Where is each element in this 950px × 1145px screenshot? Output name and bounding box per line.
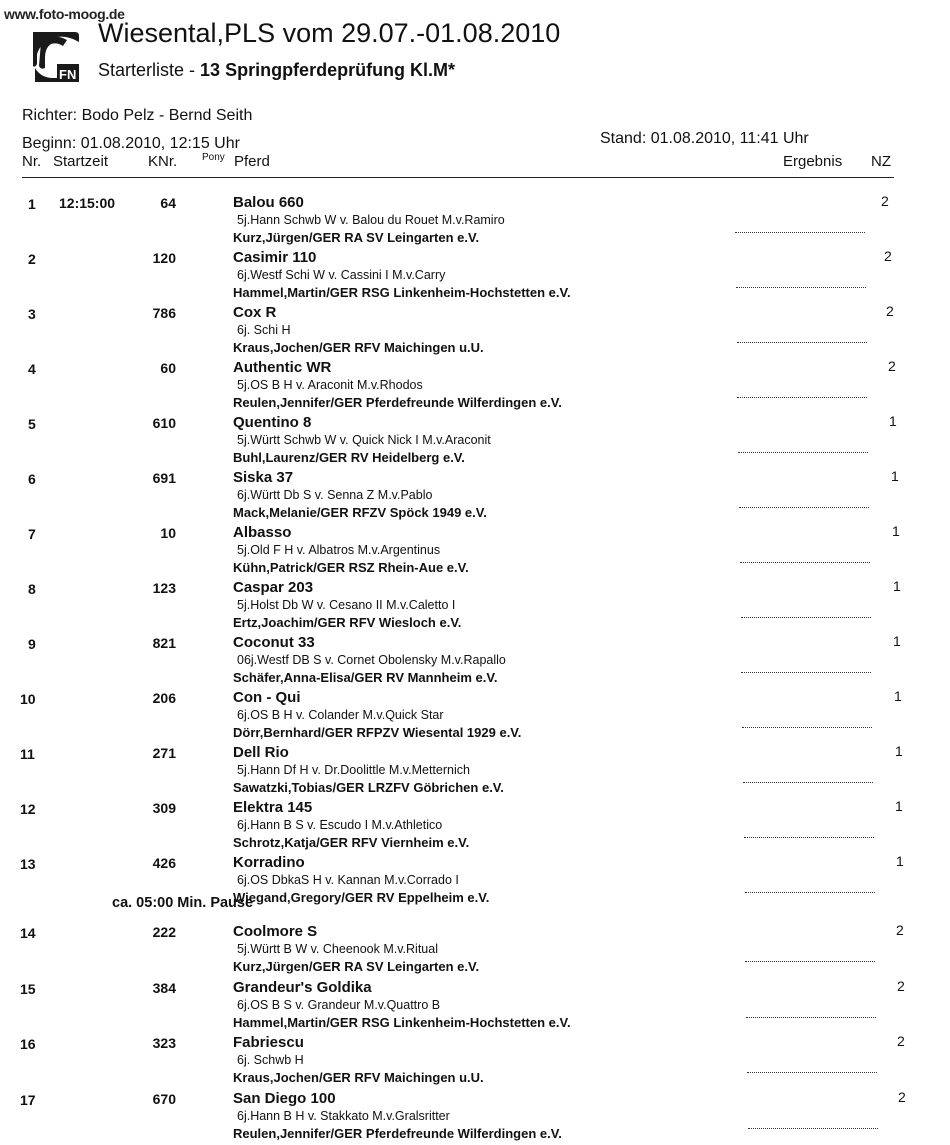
rider-club: Kurz,Jürgen/GER RA SV Leingarten e.V. (233, 230, 480, 245)
nz-value: 1 (891, 468, 899, 484)
header-rule (22, 177, 894, 178)
starter-nr: 12 (20, 801, 36, 817)
result-field (746, 1017, 876, 1018)
knr: 691 (152, 470, 176, 486)
starter-row (0, 1026, 950, 1085)
horse-info: 6j. Schwb H (237, 1053, 304, 1067)
horse-info: 6j.OS B H v. Colander M.v.Quick Star (237, 708, 444, 722)
knr: 384 (152, 979, 176, 996)
subtitle (98, 60, 455, 81)
horse-name: Fabriescu (233, 1034, 304, 1051)
starter-row (0, 736, 950, 795)
result-field (745, 892, 875, 893)
start-time: 12:15:00 (59, 195, 116, 211)
starter-nr: 9 (28, 636, 36, 652)
horse-name: Con - Qui (233, 689, 301, 706)
result-field (736, 287, 866, 288)
svg-text:FN: FN (59, 67, 77, 82)
horse-info: 6j.Westf Schi W v. Cassini I M.v.Carry (237, 268, 446, 282)
nz-value: 2 (888, 358, 896, 374)
header-startzeit: Startzeit (53, 153, 109, 170)
knr: 123 (152, 580, 176, 596)
knr: 670 (152, 1090, 176, 1107)
result-field (745, 961, 875, 962)
knr: 60 (160, 360, 176, 376)
rider-club: Ertz,Joachim/GER RFV Wiesloch e.V. (233, 615, 462, 630)
starter-row (0, 1082, 950, 1141)
knr: 426 (152, 855, 176, 871)
starter-row (0, 406, 950, 465)
knr: 10 (160, 525, 176, 541)
starter-nr: 14 (20, 925, 36, 941)
watermark: www.foto-moog.de (4, 6, 125, 22)
nz-value: 1 (896, 853, 904, 869)
starter-row (0, 915, 950, 974)
starter-row (0, 186, 950, 245)
horse-info: 6j.Württ Db S v. Senna Z M.v.Pablo (237, 488, 433, 502)
horse-name: Siska 37 (233, 469, 294, 486)
subtitle-prefix: Starterliste - (98, 60, 196, 80)
result-field (743, 782, 873, 783)
horse-name: San Diego 100 (233, 1089, 336, 1107)
result-field (747, 1072, 877, 1073)
rider-club: Kühn,Patrick/GER RSZ Rhein-Aue e.V. (233, 560, 469, 575)
starter-row (0, 626, 950, 685)
horse-info: 5j.Württ Schwb W v. Quick Nick I M.v.Araconit (237, 433, 491, 447)
horse-info: 5j.Holst Db W v. Cesano II M.v.Caletto I (237, 598, 456, 612)
starter-nr: 3 (28, 306, 36, 322)
nz-value: 1 (893, 578, 901, 594)
horse-info: 6j. Schi H (237, 323, 291, 337)
nz-value: 2 (881, 193, 889, 209)
horse-info: 5j.Hann Df H v. Dr.Doolittle M.v.Metternich (237, 763, 470, 777)
starter-nr: 11 (20, 746, 35, 762)
result-field (744, 837, 874, 838)
stand-time: Stand: 01.08.2010, 11:41 Uhr (600, 130, 809, 147)
horse-name: Caspar 203 (233, 579, 314, 596)
horse-name: Dell Rio (233, 744, 289, 761)
result-field (742, 727, 872, 728)
nz-value: 2 (897, 1033, 905, 1049)
nz-value: 2 (896, 922, 904, 938)
horse-name: Elektra 145 (233, 799, 313, 816)
horse-name: Korradino (233, 854, 305, 871)
starter-row (0, 296, 950, 355)
knr: 120 (152, 250, 176, 266)
knr: 309 (152, 800, 176, 816)
starter-nr: 4 (28, 361, 36, 377)
horse-name: Coolmore S (233, 923, 318, 940)
starter-row (0, 791, 950, 850)
result-field (740, 562, 870, 563)
rider-club: Dörr,Bernhard/GER RFPZV Wiesental 1929 e.V. (233, 725, 522, 740)
rider-club: Mack,Melanie/GER RFZV Spöck 1949 e.V. (233, 505, 487, 520)
rider-club: Wiegand,Gregory/GER RV Eppelheim e.V. (233, 890, 490, 905)
starter-nr: 16 (20, 1036, 36, 1052)
nz-value: 1 (894, 688, 902, 704)
rider-club: Reulen,Jennifer/GER Pferdefreunde Wilferdingen e.V. (233, 395, 562, 410)
horse-name: Authentic WR (233, 359, 332, 376)
knr: 206 (152, 690, 176, 706)
header-pony: Pony (202, 152, 225, 163)
horse-name: Grandeur's Goldika (233, 978, 372, 996)
nz-value: 1 (889, 413, 897, 429)
knr: 64 (160, 195, 176, 211)
result-field (737, 397, 867, 398)
rider-club: Kurz,Jürgen/GER RA SV Leingarten e.V. (233, 959, 480, 974)
begin-time: Beginn: 01.08.2010, 12:15 Uhr (22, 135, 240, 152)
page-title: Wiesental,PLS vom 29.07.-01.08.2010 (98, 18, 561, 48)
result-field (735, 232, 865, 233)
starter-row (0, 681, 950, 740)
result-field (741, 617, 871, 618)
rider-club: Hammel,Martin/GER RSG Linkenheim-Hochstetten e.V. (233, 1014, 571, 1030)
horse-info: 6j.OS B S v. Grandeur M.v.Quattro B (237, 997, 441, 1012)
starter-nr: 15 (20, 980, 36, 997)
knr: 222 (152, 924, 176, 940)
knr: 323 (152, 1035, 176, 1051)
knr: 821 (152, 635, 176, 651)
starter-nr: 8 (28, 581, 36, 597)
horse-name: Cox R (233, 304, 277, 321)
header-ergebnis: Ergebnis (783, 153, 843, 170)
horse-name: Quentino 8 (233, 414, 312, 431)
nz-value: 1 (892, 523, 900, 539)
knr: 786 (152, 305, 176, 321)
horse-info: 5j.Hann Schwb W v. Balou du Rouet M.v.Ramiro (237, 213, 505, 227)
starter-nr: 2 (28, 251, 36, 267)
horse-info: 5j.Old F H v. Albatros M.v.Argentinus (237, 543, 441, 557)
rider-club: Hammel,Martin/GER RSG Linkenheim-Hochstetten e.V. (233, 285, 571, 300)
horse-name: Casimir 110 (233, 249, 317, 266)
judges: Richter: Bodo Pelz - Bernd Seith (22, 107, 253, 124)
rider-club: Buhl,Laurenz/GER RV Heidelberg e.V. (233, 450, 465, 465)
result-field (738, 452, 868, 453)
horse-info: 5j.Württ B W v. Cheenook M.v.Ritual (237, 942, 438, 956)
starter-nr: 6 (28, 471, 36, 487)
horse-name: Coconut 33 (233, 634, 315, 651)
knr: 271 (152, 745, 176, 761)
header-pferd: Pferd (234, 153, 270, 170)
horse-info: 06j.Westf DB S v. Cornet Obolensky M.v.Rapallo (237, 653, 506, 667)
starter-nr: 7 (28, 526, 36, 542)
horse-info: 5j.OS B H v. Araconit M.v.Rhodos (237, 378, 423, 392)
header-nr: Nr. (22, 153, 42, 170)
nz-value: 2 (884, 248, 892, 264)
starter-row (0, 351, 950, 410)
horse-info: 6j.OS DbkaS H v. Kannan M.v.Corrado I (237, 873, 459, 887)
nz-value: 2 (898, 1088, 906, 1105)
result-field (748, 1128, 878, 1129)
horse-name: Albasso (233, 524, 292, 541)
nz-value: 1 (893, 633, 901, 649)
starter-nr: 13 (20, 856, 36, 872)
rider-club: Schrotz,Katja/GER RFV Viernheim e.V. (233, 835, 470, 850)
header-nz: NZ (871, 153, 891, 170)
rider-club: Schäfer,Anna-Elisa/GER RV Mannheim e.V. (233, 670, 498, 685)
competition-name: 13 Springpferdeprüfung Kl.M* (200, 60, 456, 80)
starter-nr: 5 (28, 416, 36, 432)
rider-club: Reulen,Jennifer/GER Pferdefreunde Wilferdingen e.V. (233, 1125, 562, 1141)
horse-info: 6j.Hann B S v. Escudo I M.v.Athletico (237, 818, 443, 832)
starter-row (0, 461, 950, 520)
result-field (737, 342, 867, 343)
nz-value: 2 (886, 303, 894, 319)
rider-club: Kraus,Jochen/GER RFV Maichingen u.U. (233, 1070, 484, 1085)
horse-info: 6j.Hann B H v. Stakkato M.v.Gralsritter (237, 1108, 450, 1123)
horse-name: Balou 660 (233, 194, 304, 211)
knr: 610 (152, 415, 176, 431)
rider-club: Sawatzki,Tobias/GER LRZFV Göbrichen e.V. (233, 780, 504, 795)
nz-value: 1 (895, 743, 903, 759)
starter-row (0, 241, 950, 300)
starter-nr: 17 (20, 1091, 36, 1108)
result-field (739, 507, 869, 508)
header-knr: KNr. (148, 153, 178, 170)
pause-note: ca. 05:00 Min. Pause (112, 895, 254, 911)
nz-value: 1 (895, 798, 903, 814)
result-field (741, 672, 871, 673)
starter-row (0, 971, 950, 1030)
starter-nr: 10 (20, 691, 36, 707)
rider-club: Kraus,Jochen/GER RFV Maichingen u.U. (233, 340, 484, 355)
nz-value: 2 (897, 977, 905, 994)
starter-row (0, 571, 950, 630)
starter-nr: 1 (28, 196, 36, 212)
fn-logo (27, 28, 81, 84)
starter-row (0, 516, 950, 575)
